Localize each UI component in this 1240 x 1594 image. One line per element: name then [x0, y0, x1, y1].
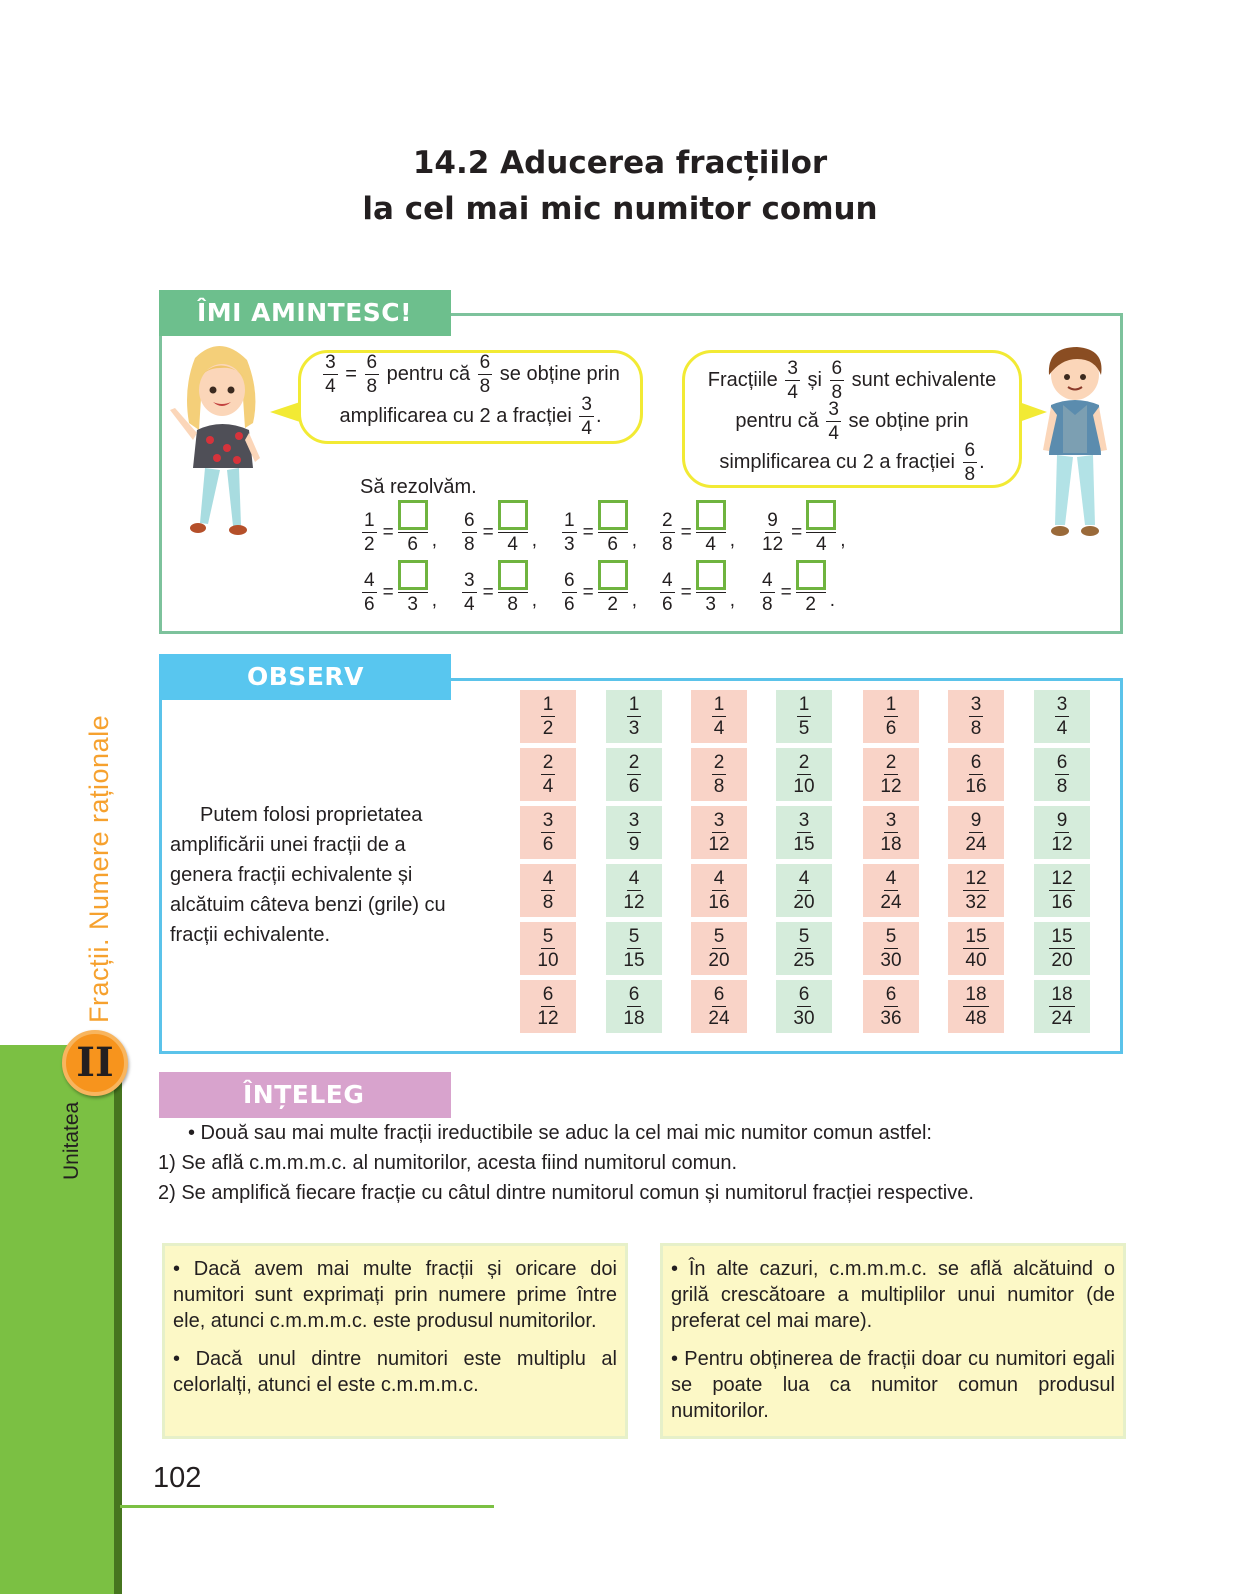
girl-speech-bubble [298, 350, 643, 444]
grid-cell [776, 922, 832, 975]
answer-fraction: 3 [398, 560, 428, 614]
grid-cell [948, 922, 1004, 975]
boy-bubble-line-3: simplificarea cu 2 a fracției $\frac{6}{8}$ . [719, 440, 985, 485]
fraction: $\frac{3}{8}$ [970, 694, 982, 739]
fraction: $\frac{6}{30}$ [793, 984, 815, 1029]
understand-text [158, 1118, 1098, 1208]
observe-header: OBSERV [159, 654, 451, 700]
fraction: $\frac{1}{5}$ [798, 694, 810, 739]
grid-column [520, 690, 576, 1038]
fraction: $\frac{18}{48}$ [965, 984, 987, 1029]
equals-sign: = [482, 582, 494, 603]
fraction: $\frac{5}{25}$ [793, 926, 815, 971]
fraction: $\frac{6}{18}$ [623, 984, 645, 1029]
answer-fraction: 4 [696, 500, 726, 554]
title-line-2: la cel mai mic numitor comun [362, 191, 878, 227]
grid-cell [776, 806, 832, 859]
grid-cell [691, 690, 747, 743]
fraction: $\frac{5}{15}$ [623, 926, 645, 971]
grid-cell [606, 748, 662, 801]
fraction: $\frac{6}{8}$ [964, 440, 976, 485]
fraction: $\frac{15}{20}$ [1051, 926, 1073, 971]
title-line-1: 14.2 Aducerea fracțiilor [412, 145, 828, 181]
fraction: $\frac{5}{30}$ [880, 926, 902, 971]
grid-column [948, 690, 1004, 1038]
grid-cell [606, 864, 662, 917]
fraction: $\frac{4}{8}$ [542, 868, 554, 913]
equals-sign: = [582, 522, 594, 543]
note-right-p2: • Pentru obținerea de fracții doar cu numitori egali se poate lua ca numitor comun produsul numitorilor. [671, 1348, 1115, 1422]
answer-box[interactable] [398, 500, 428, 530]
grid-cell [520, 864, 576, 917]
grid-cell [863, 748, 919, 801]
exercise-item [658, 500, 735, 554]
grid-cell [776, 690, 832, 743]
answer-box[interactable] [498, 500, 528, 530]
grid-cell [863, 806, 919, 859]
grid-column [606, 690, 662, 1038]
girl-bubble-line-1: $\frac{3}{4}$ = $\frac{6}{8}$ pentru că $\frac{6}{8}$ se obține prin [325, 352, 620, 397]
grid-cell [776, 864, 832, 917]
exercise-item [360, 500, 437, 554]
grid-cell [1034, 806, 1090, 859]
grid-cell [691, 806, 747, 859]
grid-cell [520, 806, 576, 859]
answer-fraction: 4 [806, 500, 836, 554]
fraction: $\frac{1}{3}$ [628, 694, 640, 739]
exercise-item [758, 560, 835, 614]
girl-bubble-tail [270, 402, 300, 422]
fraction: $\frac{1}{6}$ [885, 694, 897, 739]
fraction: $\frac{1}{2}$ [364, 510, 375, 555]
separator: . [829, 590, 835, 611]
fraction: $\frac{4}{12}$ [623, 868, 645, 913]
fraction: $\frac{5}{20}$ [708, 926, 730, 971]
fraction: $\frac{6}{24}$ [708, 984, 730, 1029]
note-box-right [660, 1243, 1126, 1439]
grid-cell [691, 922, 747, 975]
observe-paragraph: Putem folosi proprietatea amplificării unei fracții de a genera fracții echivalente și alcătuim câteva benzi (grile) cu fracții echivalente. [170, 804, 446, 946]
answer-box[interactable] [398, 560, 428, 590]
separator: , [531, 590, 537, 611]
understand-step-2: 2) Se amplifică fiecare fracție cu câtul dintre numitorul comun și numitorul fracției respective. [158, 1182, 974, 1204]
equals-sign: = [482, 522, 494, 543]
grid-cell [948, 980, 1004, 1033]
fraction: $\frac{9}{12}$ [1051, 810, 1073, 855]
answer-fraction: 6 [598, 500, 628, 554]
grid-cell [863, 922, 919, 975]
grid-cell [606, 980, 662, 1033]
exercise-item [658, 560, 735, 614]
exercise-item [758, 500, 846, 554]
note-box-left [162, 1243, 628, 1439]
fraction: $\frac{3}{4}$ [581, 394, 592, 439]
answer-fraction: 8 [498, 560, 528, 614]
fraction: $\frac{3}{18}$ [880, 810, 902, 855]
equals-sign: = [382, 522, 394, 543]
equals-sign: = [382, 582, 394, 603]
exercise-item [460, 560, 537, 614]
fraction: $\frac{9}{24}$ [965, 810, 987, 855]
answer-box[interactable] [796, 560, 826, 590]
fraction: $\frac{1}{4}$ [713, 694, 725, 739]
answer-box[interactable] [696, 500, 726, 530]
fraction: $\frac{15}{40}$ [965, 926, 987, 971]
girl-illustration [165, 338, 270, 538]
fraction: $\frac{6}{8}$ [366, 352, 378, 397]
fraction: $\frac{2}{6}$ [628, 752, 640, 797]
equals-sign: = [582, 582, 594, 603]
grid-cell [863, 980, 919, 1033]
fraction: $\frac{3}{6}$ [542, 810, 554, 855]
solve-label: Să rezolvăm. [360, 476, 477, 498]
remember-header: ÎMI AMINTESC! [159, 290, 451, 336]
fraction: $\frac{4}{16}$ [708, 868, 730, 913]
separator: , [729, 530, 735, 551]
grid-cell [1034, 690, 1090, 743]
separator: , [631, 590, 637, 611]
fraction: $\frac{3}{4}$ [464, 570, 475, 615]
unit-numeral: II [76, 1039, 114, 1086]
grid-cell [691, 864, 747, 917]
grid-column [776, 690, 832, 1038]
fraction: $\frac{6}{8}$ [1056, 752, 1068, 797]
answer-fraction: 6 [398, 500, 428, 554]
fraction: $\frac{4}{8}$ [762, 570, 773, 615]
grid-cell [1034, 864, 1090, 917]
fraction: $\frac{12}{16}$ [1051, 868, 1073, 913]
fraction: $\frac{6}{8}$ [479, 352, 491, 397]
understand-header: ÎNȚELEG [159, 1072, 451, 1118]
answer-fraction: 2 [796, 560, 826, 614]
grid-cell [691, 748, 747, 801]
fraction: $\frac{3}{15}$ [793, 810, 815, 855]
page-title [0, 140, 1240, 232]
fraction: $\frac{4}{20}$ [793, 868, 815, 913]
equals-sign: = [791, 522, 803, 543]
separator: , [531, 530, 537, 551]
separator: , [431, 590, 437, 611]
answer-box[interactable] [498, 560, 528, 590]
fraction: $\frac{2}{12}$ [880, 752, 902, 797]
exercise-item [460, 500, 537, 554]
exercise-item [560, 560, 637, 614]
fraction: $\frac{4}{6}$ [662, 570, 673, 615]
separator: , [840, 530, 846, 551]
sidebar-edge [114, 1045, 122, 1594]
fraction: $\frac{1}{2}$ [542, 694, 554, 739]
note-right-p1: • În alte cazuri, c.m.m.m.c. se află alcătuind o grilă crescătoare a multiplilor unui numitor (de preferat cel mai mare). [671, 1258, 1115, 1332]
equals-sign: = [680, 522, 692, 543]
fraction: $\frac{9}{12}$ [762, 510, 784, 555]
fraction: $\frac{2}{10}$ [793, 752, 815, 797]
fraction: $\frac{4}{24}$ [880, 868, 902, 913]
answer-box[interactable] [598, 500, 628, 530]
grid-cell [691, 980, 747, 1033]
grid-cell [606, 806, 662, 859]
unit-label: Unitatea [60, 1101, 83, 1180]
unit-title: Fracții. Numere raționale [84, 714, 114, 1023]
grid-cell [1034, 748, 1090, 801]
exercise-item [560, 500, 637, 554]
fraction: $\frac{6}{6}$ [564, 570, 575, 615]
grid-cell [948, 748, 1004, 801]
page-number: 102 [153, 1462, 202, 1494]
fraction: $\frac{18}{24}$ [1051, 984, 1073, 1029]
boy-illustration [1035, 345, 1115, 545]
fraction: $\frac{6}{12}$ [537, 984, 559, 1029]
grid-cell [948, 690, 1004, 743]
understand-intro: • Două sau mai multe fracții ireductibile se aduc la cel mai mic numitor comun astfel: [188, 1122, 932, 1144]
grid-cell [1034, 922, 1090, 975]
fraction: $\frac{3}{12}$ [708, 810, 730, 855]
fraction: $\frac{2}{4}$ [542, 752, 554, 797]
note-left-p2: • Dacă unul dintre numitori este multiplu al celorlalți, atunci el este c.m.m.m.c. [173, 1348, 617, 1396]
grid-cell [520, 690, 576, 743]
grid-column [863, 690, 919, 1038]
fraction: $\frac{3}{4}$ [325, 352, 336, 397]
fraction: $\frac{4}{6}$ [364, 570, 375, 615]
fraction: $\frac{3}{9}$ [628, 810, 640, 855]
grid-cell [776, 980, 832, 1033]
boy-bubble-line-1: Fracțiile $\frac{3}{4}$ și $\frac{6}{8}$ sunt echivalente [707, 358, 997, 403]
fraction: $\frac{2}{8}$ [662, 510, 673, 555]
grid-cell [948, 806, 1004, 859]
fraction: $\frac{5}{10}$ [537, 926, 559, 971]
equals-sign: = [680, 582, 692, 603]
page-footer-line [120, 1505, 494, 1508]
separator: , [729, 590, 735, 611]
fraction: $\frac{2}{8}$ [713, 752, 725, 797]
grid-cell [606, 690, 662, 743]
girl-bubble-line-2: amplificarea cu 2 a fracției $\frac{3}{4}$ . [339, 394, 602, 439]
grid-cell [520, 748, 576, 801]
unit-badge [62, 1030, 128, 1096]
fraction: $\frac{6}{8}$ [831, 358, 843, 403]
boy-speech-bubble [682, 350, 1022, 488]
fraction: $\frac{6}{16}$ [965, 752, 987, 797]
fraction: $\frac{3}{4}$ [828, 399, 839, 444]
fraction: $\frac{6}{8}$ [464, 510, 475, 555]
grid-cell [1034, 980, 1090, 1033]
answer-fraction: 4 [498, 500, 528, 554]
grid-cell [948, 864, 1004, 917]
grid-cell [863, 864, 919, 917]
fraction: $\frac{6}{36}$ [880, 984, 902, 1029]
equals-sign: = [780, 582, 792, 603]
grid-cell [606, 922, 662, 975]
grid-column [1034, 690, 1090, 1038]
exercise-item [360, 560, 437, 614]
fraction: $\frac{1}{3}$ [564, 510, 575, 555]
grid-cell [520, 922, 576, 975]
answer-fraction: 3 [696, 560, 726, 614]
answer-box[interactable] [598, 560, 628, 590]
answer-box[interactable] [696, 560, 726, 590]
boy-bubble-line-2: pentru că $\frac{3}{4}$ se obține prin [735, 399, 969, 444]
answer-fraction: 2 [598, 560, 628, 614]
fraction: $\frac{12}{32}$ [965, 868, 987, 913]
answer-box[interactable] [806, 500, 836, 530]
grid-cell [776, 748, 832, 801]
grid-cell [863, 690, 919, 743]
grid-column [691, 690, 747, 1038]
separator: , [431, 530, 437, 551]
fraction: $\frac{3}{4}$ [1056, 694, 1068, 739]
note-left-p1: • Dacă avem mai multe fracții și oricare doi numitori sunt exprimați prin numere prime între ele, atunci c.m.m.m.c. este produsul numitorilor. [173, 1258, 617, 1332]
separator: , [631, 530, 637, 551]
grid-cell [520, 980, 576, 1033]
fraction: $\frac{3}{4}$ [787, 358, 798, 403]
understand-step-1: 1) Se află c.m.m.m.c. al numitorilor, acesta fiind numitorul comun. [158, 1152, 738, 1174]
